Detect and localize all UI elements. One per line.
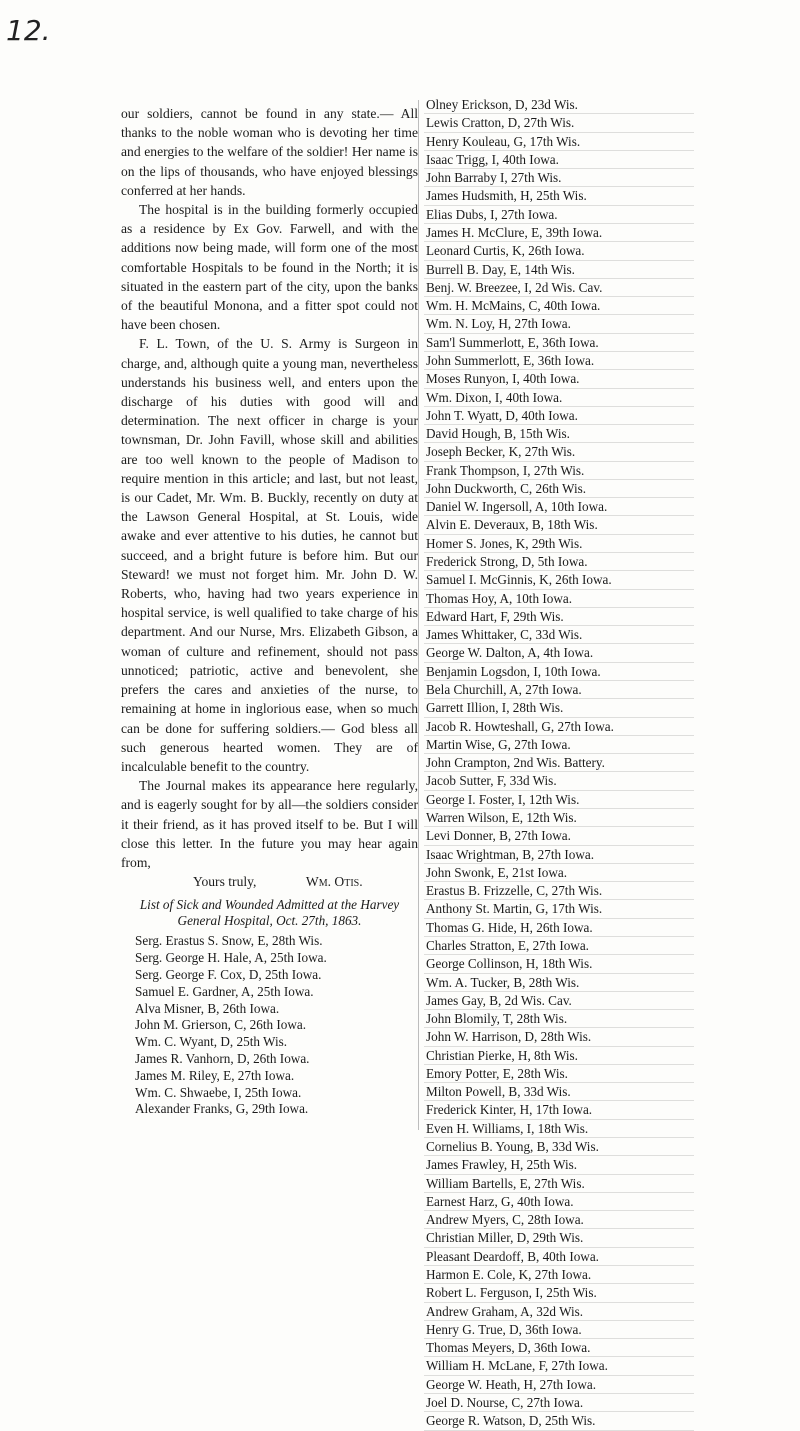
patient-entry: Wm. N. Loy, H, 27th Iowa. xyxy=(424,315,694,333)
patient-entry: Emory Potter, E, 28th Wis. xyxy=(424,1065,694,1083)
patient-entry: Jacob R. Howteshall, G, 27th Iowa. xyxy=(424,718,694,736)
patient-entry: Erastus B. Frizzelle, C, 27th Wis. xyxy=(424,882,694,900)
patient-entry: John W. Harrison, D, 28th Wis. xyxy=(424,1028,694,1046)
page-number: 12. xyxy=(6,14,51,47)
patient-entry: Burrell B. Day, E, 14th Wis. xyxy=(424,261,694,279)
letter-closing xyxy=(121,872,418,891)
patient-entry: John Duckworth, C, 26th Wis. xyxy=(424,480,694,498)
patient-entry: James M. Riley, E, 27th Iowa. xyxy=(135,1067,295,1083)
patient-entry: Serg. Erastus S. Snow, E, 28th Wis. xyxy=(135,933,323,949)
patient-entry: George R. Watson, D, 25th Wis. xyxy=(424,1412,694,1430)
patient-entry: Levi Donner, B, 27th Iowa. xyxy=(424,827,694,845)
patient-entry: Wm. H. McMains, C, 40th Iowa. xyxy=(424,297,694,315)
patient-entry: George W. Heath, H, 27th Iowa. xyxy=(424,1376,694,1394)
patient-entry: Charles Stratton, E, 27th Iowa. xyxy=(424,937,694,955)
patient-entry: Christian Pierke, H, 8th Wis. xyxy=(424,1047,694,1065)
article-paragraph: our soldiers, cannot be found in any state.— All thanks to the noble woman who is devoting her time and energies to the welfare of the soldier! Her name is on the lips of thousands, who have enjoyed blessings conferred at her hands. xyxy=(121,106,418,198)
patient-entry: John Summerlott, E, 36th Iowa. xyxy=(424,352,694,370)
patient-entry: George I. Foster, I, 12th Wis. xyxy=(424,791,694,809)
patient-entry: Wm. C. Wyant, D, 25th Wis. xyxy=(135,1034,288,1050)
patient-entry: Henry G. True, D, 36th Iowa. xyxy=(424,1321,694,1339)
patient-entry: William Bartells, E, 27th Wis. xyxy=(424,1175,694,1193)
patient-entry: Thomas Meyers, D, 36th Iowa. xyxy=(424,1339,694,1357)
patient-entry: Alvin E. Deveraux, B, 18th Wis. xyxy=(424,516,694,534)
patient-entry: John Crampton, 2nd Wis. Battery. xyxy=(424,754,694,772)
patient-list-right xyxy=(424,96,694,1431)
patient-entry: James R. Vanhorn, D, 26th Iowa. xyxy=(135,1050,310,1066)
patient-entry: Robert L. Ferguson, I, 25th Wis. xyxy=(424,1284,694,1302)
patient-entry: James H. McClure, E, 39th Iowa. xyxy=(424,224,694,242)
article-paragraph: The hospital is in the building formerly occupied as a residence by Ex Gov. Farwell, and with the additions now being made, will form one of the most comfortable Hospitals to be found in the North; it is situated in the eastern part of the city, upon the banks of the beautiful Monona, and a fitter spot could not have been chosen. xyxy=(121,202,418,333)
patient-entry: Pleasant Deardoff, B, 40th Iowa. xyxy=(424,1248,694,1266)
patient-entry: Andrew Graham, A, 32d Wis. xyxy=(424,1303,694,1321)
patient-entry: James Gay, B, 2d Wis. Cav. xyxy=(424,992,694,1010)
patient-entry: Homer S. Jones, K, 29th Wis. xyxy=(424,535,694,553)
patient-entry: Isaac Wrightman, B, 27th Iowa. xyxy=(424,846,694,864)
patient-entry: Alexander Franks, G, 29th Iowa. xyxy=(135,1101,309,1117)
patient-entry: Joel D. Nourse, C, 27th Iowa. xyxy=(424,1394,694,1412)
patient-entry: John T. Wyatt, D, 40th Iowa. xyxy=(424,407,694,425)
list-title: List of Sick and Wounded Admitted at the Harvey General Hospital, Oct. 27th, 1863. xyxy=(139,897,400,929)
patient-entry: Thomas G. Hide, H, 26th Iowa. xyxy=(424,919,694,937)
patient-entry: Moses Runyon, I, 40th Iowa. xyxy=(424,370,694,388)
patient-entry: Earnest Harz, G, 40th Iowa. xyxy=(424,1193,694,1211)
patient-entry: William H. McLane, F, 27th Iowa. xyxy=(424,1357,694,1375)
patient-entry: Sam'l Summerlott, E, 36th Iowa. xyxy=(424,334,694,352)
signature: Wm. Otis. xyxy=(305,874,363,890)
patient-entry: George W. Dalton, A, 4th Iowa. xyxy=(424,644,694,662)
patient-entry: Olney Erickson, D, 23d Wis. xyxy=(424,96,694,114)
patient-entry: Henry Kouleau, G, 17th Wis. xyxy=(424,133,694,151)
patient-entry: Christian Miller, D, 29th Wis. xyxy=(424,1229,694,1247)
patient-entry: Harmon E. Cole, K, 27th Iowa. xyxy=(424,1266,694,1284)
patient-entry: Serg. George H. Hale, A, 25th Iowa. xyxy=(135,950,327,966)
patient-entry: Frederick Kinter, H, 17th Iowa. xyxy=(424,1101,694,1119)
article-paragraph: F. L. Town, of the U. S. Army is Surgeon in charge, and, although quite a young man, nevertheless understands his business well, and enters upon the discharge of his duties with good will and determination. The next officer in charge is your townsman, Dr. John Favill, whose skill and abilities are too well known to the people of Madison to require mention in this article; and last, but not least, is our Cadet, Mr. Wm. B. Buckly, recently on duty at the Lawson General Hospital, at St. Louis, wide awake and ever attentive to his duties, he cannot but succeed, and a bright future is before him. But our Steward! we must not forget him. Mr. John D. W. Roberts, who, having had two years experience in hospital service, is well qualified to take charge of his department. And our Nurse, Mrs. Elizabeth Gibson, a woman of culture and refinement, should not pass unnoticed; patriotic, active and benevolent, she prefers the cares and anxieties of the nurse, to remaining at home in inglorious ease, when so much can be done for suffering soldiers.— God bless all such generous hearted women. They are of incalculable benefit to the country. xyxy=(121,336,418,774)
patient-entry: Edward Hart, F, 29th Wis. xyxy=(424,608,694,626)
patient-entry: Cornelius B. Young, B, 33d Wis. xyxy=(424,1138,694,1156)
patient-entry: John Swonk, E, 21st Iowa. xyxy=(424,864,694,882)
patient-entry: Samuel I. McGinnis, K, 26th Iowa. xyxy=(424,571,694,589)
patient-entry: Frank Thompson, I, 27th Wis. xyxy=(424,462,694,480)
patient-entry: Alva Misner, B, 26th Iowa. xyxy=(135,1000,280,1016)
patient-list-left xyxy=(135,933,418,1118)
patient-entry: Wm. A. Tucker, B, 28th Wis. xyxy=(424,974,694,992)
patient-entry: Wm. C. Shwaebe, I, 25th Iowa. xyxy=(135,1084,302,1100)
patient-entry: Isaac Trigg, I, 40th Iowa. xyxy=(424,151,694,169)
patient-entry: James Frawley, H, 25th Wis. xyxy=(424,1156,694,1174)
patient-entry: Thomas Hoy, A, 10th Iowa. xyxy=(424,590,694,608)
patient-entry: John M. Grierson, C, 26th Iowa. xyxy=(135,1017,307,1033)
patient-entry: Andrew Myers, C, 28th Iowa. xyxy=(424,1211,694,1229)
patient-entry: Milton Powell, B, 33d Wis. xyxy=(424,1083,694,1101)
patient-entry: Warren Wilson, E, 12th Wis. xyxy=(424,809,694,827)
patient-entry: Daniel W. Ingersoll, A, 10th Iowa. xyxy=(424,498,694,516)
patient-entry: James Hudsmith, H, 25th Wis. xyxy=(424,187,694,205)
patient-entry: John Blomily, T, 28th Wis. xyxy=(424,1010,694,1028)
patient-entry: John Barraby I, 27th Wis. xyxy=(424,169,694,187)
patient-entry: Benjamin Logsdon, I, 10th Iowa. xyxy=(424,663,694,681)
patient-entry: Leonard Curtis, K, 26th Iowa. xyxy=(424,242,694,260)
patient-entry: Lewis Cratton, D, 27th Wis. xyxy=(424,114,694,132)
patient-entry: Elias Dubs, I, 27th Iowa. xyxy=(424,206,694,224)
patient-entry: Wm. Dixon, I, 40th Iowa. xyxy=(424,389,694,407)
patient-entry: Benj. W. Breezee, I, 2d Wis. Cav. xyxy=(424,279,694,297)
patient-entry: Serg. George F. Cox, D, 25th Iowa. xyxy=(135,966,322,982)
patient-entry: Samuel E. Gardner, A, 25th Iowa. xyxy=(135,983,314,999)
article-paragraph: The Journal makes its appearance here regularly, and is eagerly sought for by all—the soldiers consider it their friend, as it has proved itself to be. But I will close this letter. In the future you may hear again from, xyxy=(121,778,418,870)
patient-entry: Anthony St. Martin, G, 17th Wis. xyxy=(424,900,694,918)
patient-entry: Joseph Becker, K, 27th Wis. xyxy=(424,443,694,461)
patient-entry: Frederick Strong, D, 5th Iowa. xyxy=(424,553,694,571)
patient-entry: Martin Wise, G, 27th Iowa. xyxy=(424,736,694,754)
patient-entry: James Whittaker, C, 33d Wis. xyxy=(424,626,694,644)
patient-entry: Bela Churchill, A, 27th Iowa. xyxy=(424,681,694,699)
patient-entry: Jacob Sutter, F, 33d Wis. xyxy=(424,772,694,790)
closing-text: Yours truly, xyxy=(193,874,257,890)
article-column xyxy=(121,104,418,1118)
patient-entry: George Collinson, H, 18th Wis. xyxy=(424,955,694,973)
patient-entry: Even H. Williams, I, 18th Wis. xyxy=(424,1120,694,1138)
patient-entry: David Hough, B, 15th Wis. xyxy=(424,425,694,443)
patient-entry: Garrett Illion, I, 28th Wis. xyxy=(424,699,694,717)
column-divider xyxy=(418,100,419,1130)
